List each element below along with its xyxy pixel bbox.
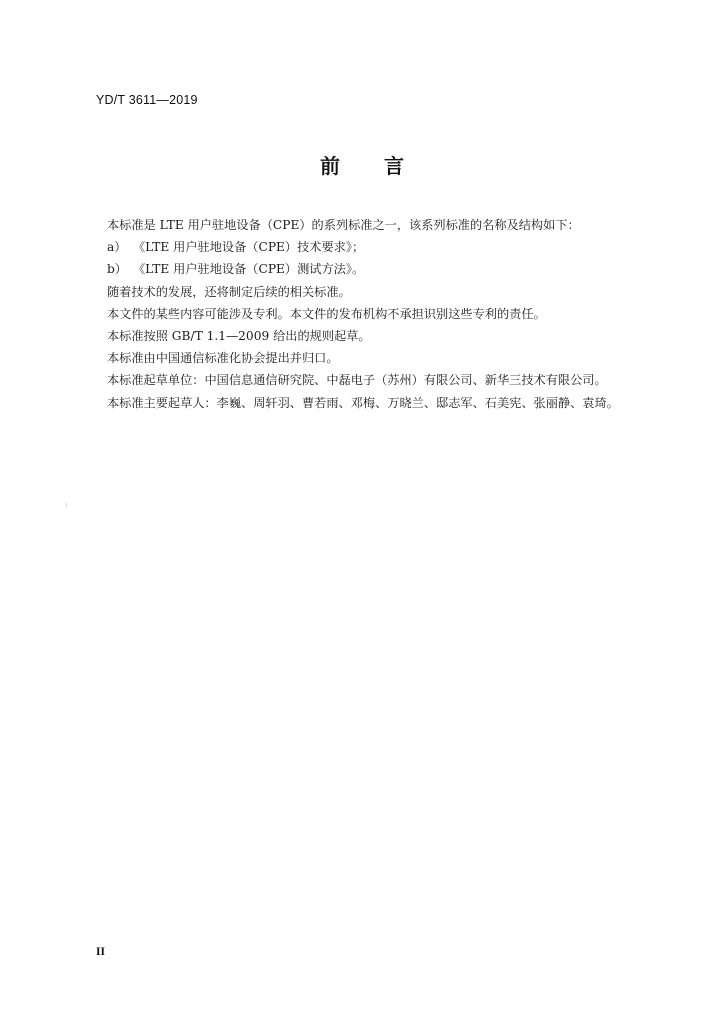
list-text-b: 《LTE 用户驻地设备（CPE）测试方法》。 <box>133 262 365 277</box>
list-item-a <box>107 236 667 258</box>
list-item-b <box>107 258 667 280</box>
patent-paragraph: 本文件的某些内容可能涉及专利。本文件的发布机构不承担识别这些专利的责任。 <box>107 306 546 321</box>
proposer-paragraph: 本标准由中国通信标准化协会提出并归口。 <box>107 351 339 366</box>
list-marker-a: a） <box>107 240 127 255</box>
list-text-a: 《LTE 用户驻地设备（CPE）技术要求》； <box>133 240 365 255</box>
foreword-body <box>107 214 667 414</box>
drafters-paragraph: 本标准主要起草人：李巍、周轩羽、曹若雨、邓梅、万晓兰、邸志军、石美宪、张丽静、袁琦。 <box>107 395 619 410</box>
drafting-rules-paragraph: 本标准按照 GB/T 1.1—2009 给出的规则起草。 <box>107 329 371 344</box>
page-title: 前言 <box>320 154 448 178</box>
drafting-units-paragraph: 本标准起草单位：中国信息通信研究院、中磊电子（苏州）有限公司、新华三技术有限公司。 <box>107 373 607 388</box>
page-number: II <box>96 946 105 958</box>
list-marker-b: b） <box>107 262 127 277</box>
scan-speck <box>66 503 67 507</box>
standard-number-header: YD/T 3611—2019 <box>96 93 198 107</box>
follow-up-paragraph: 随着技术的发展，还将制定后续的相关标准。 <box>107 284 351 299</box>
intro-paragraph: 本标准是 LTE 用户驻地设备（CPE）的系列标准之一，该系列标准的名称及结构如下： <box>107 218 580 232</box>
